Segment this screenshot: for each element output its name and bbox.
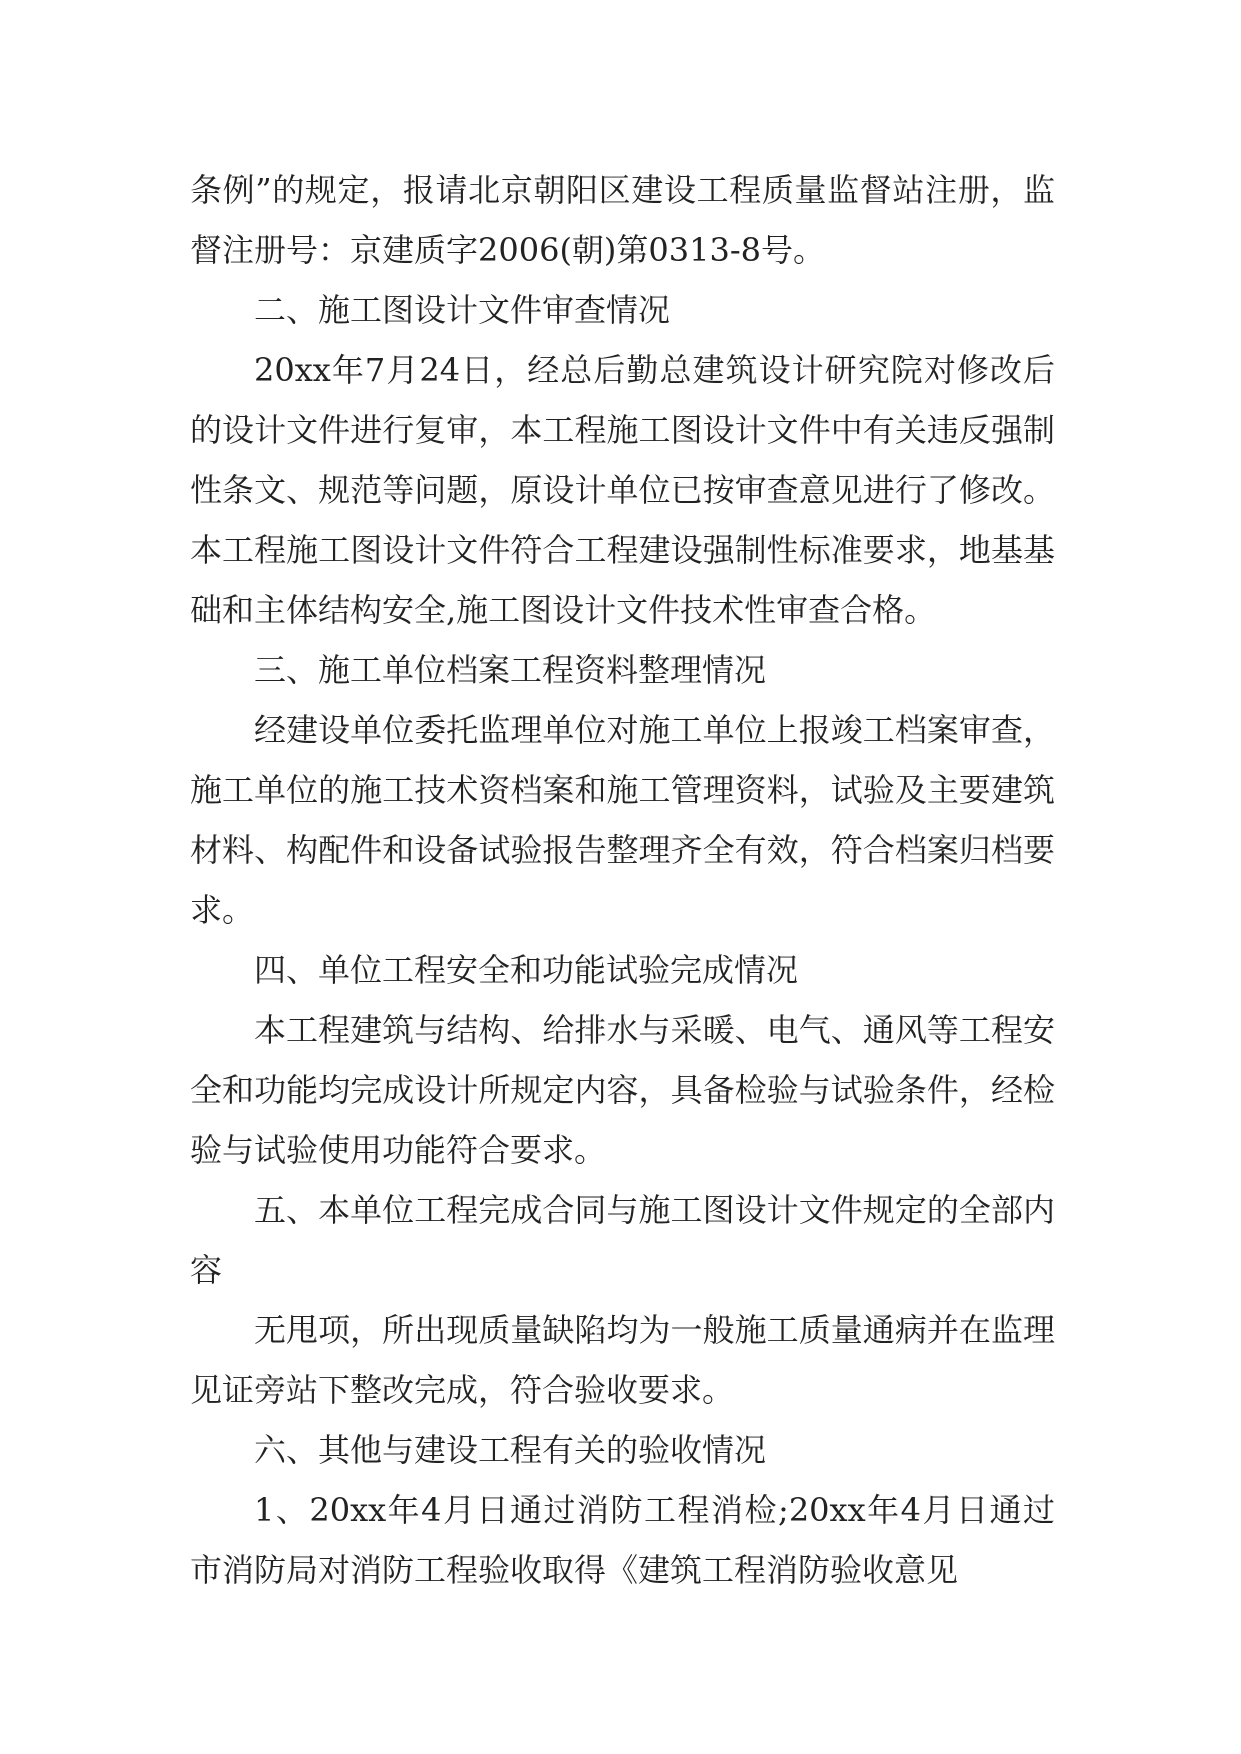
paragraph-drawing-review: 20xx年7月24日，经总后勤总建筑设计研究院对修改后的设计文件进行复审，本工程施工图设计文件中有关违反强制性条文、规范等问题，原设计单位已按审查意见进行了修改。本工程施工图设计文件符合工程建设强制性标准要求，地基基础和主体结构安全,施工图设计文件技术性审查合格。 [190,351,1055,629]
heading-drawing-review: 二、施工图设计文件审查情况 [254,291,671,329]
heading-contract-completion: 五、本单位工程完成合同与施工图设计文件规定的全部内容 [190,1191,1055,1289]
paragraph-fire-acceptance: 1、20xx年4月日通过消防工程消检;20xx年4月日通过市消防局对消防工程验收取得《建筑工程消防验收意见 [190,1491,1055,1589]
paragraph-safety-tests: 本工程建筑与结构、给排水与采暖、电气、通风等工程安全和功能均完成设计所规定内容，具备检验与试验条件，经检验与试验使用功能符合要求。 [190,1011,1055,1169]
paragraph-registration: 条例”的规定，报请北京朝阳区建设工程质量监督站注册，监督注册号：京建质字2006(朝)第0313-8号。 [190,171,1055,269]
heading-safety-tests: 四、单位工程安全和功能试验完成情况 [254,951,799,989]
heading-other-acceptance: 六、其他与建设工程有关的验收情况 [254,1431,767,1469]
paragraph-archive-records: 经建设单位委托监理单位对施工单位上报竣工档案审查，施工单位的施工技术资档案和施工管理资料，试验及主要建筑材料、构配件和设备试验报告整理齐全有效，符合档案归档要求。 [190,711,1055,929]
heading-archive-records: 三、施工单位档案工程资料整理情况 [254,651,767,689]
paragraph-contract-completion: 无甩项，所出现质量缺陷均为一般施工质量通病并在监理见证旁站下整改完成，符合验收要求。 [190,1311,1055,1409]
document-body [190,160,1055,1600]
